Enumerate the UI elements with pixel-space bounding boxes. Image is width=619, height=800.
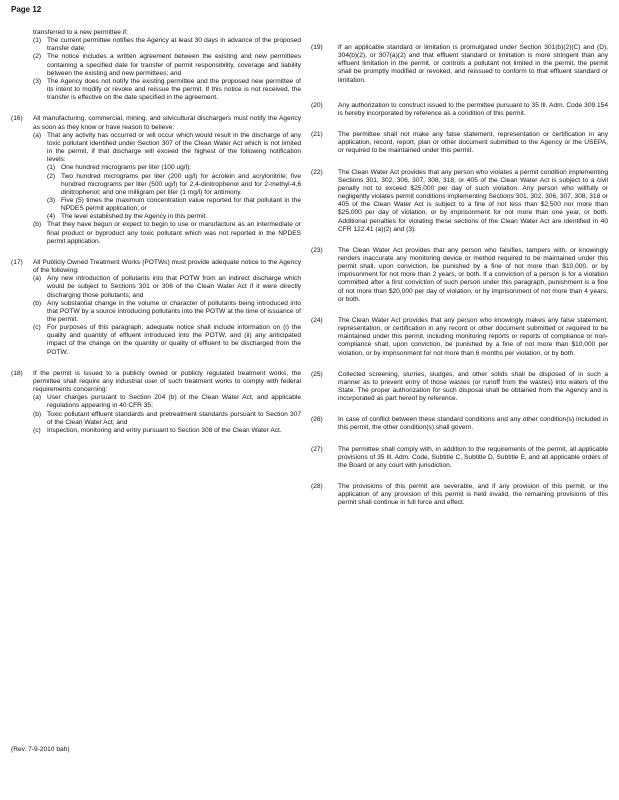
- transfer-item-2: [33, 53, 301, 77]
- list-text: Any new introduction of pollutants into that POTW from an indirect discharge which would be subject to Sections 301 or 306 of the Clean Water Act if it were directly discharging those pollutants; and: [47, 275, 301, 299]
- condition-18-a: [33, 394, 301, 410]
- list-label: (a): [33, 394, 42, 402]
- condition-17-c: [33, 324, 301, 357]
- condition-16-a: [33, 132, 301, 165]
- condition-number: (24): [311, 316, 323, 324]
- list-text: Two hundred micrograms per liter (200 ug/l) for acrolein and acrylonitrile; five hundred micrograms per liter (500 ug/l) for 2,4-dinitrophenol and for 2-methyl-4,6 dinitrophenol; and one milligram per liter (1 mg/l) for antimony.: [61, 172, 301, 196]
- list-text: For purposes of this paragraph, adequate notice shall include information on (i) the quality and quantity of effluent introduced into the POTW, and (ii) any anticipated impact of the change on the quantity or quality of effluent to be discharged from the POTW.: [47, 324, 301, 356]
- list-text: Toxic pollutant effluent standards and pretreatment standards pursuant to Section 307 of the Clean Water Act; and: [47, 410, 301, 426]
- condition-number: (25): [311, 370, 323, 378]
- condition-number: (28): [311, 483, 323, 491]
- condition-number: (20): [311, 101, 323, 109]
- condition-22: [311, 169, 608, 234]
- transfer-intro: [33, 29, 301, 37]
- list-label: (b): [33, 221, 42, 229]
- condition-17: [11, 259, 301, 275]
- condition-16-b: [33, 221, 301, 245]
- condition-number: (19): [311, 44, 323, 51]
- condition-16: [11, 115, 301, 131]
- condition-16-a-2: [47, 173, 301, 197]
- condition-27: [311, 446, 608, 470]
- list-label: (1): [33, 37, 42, 45]
- condition-17-a: [33, 275, 301, 299]
- list-label: (2): [33, 53, 42, 61]
- list-text: That they have begun or expect to begin to use or manufacture as an intermediate or final product or byproduct any toxic pollutant which was not reported in the NPDES permit application.: [47, 221, 301, 245]
- list-text: The Agency does not notify the existing permittee and the proposed new permittee of its intent to modify or revoke and reissue the permit. If this notice is not received, the transfer is effective on the date specified in the agreement.: [47, 77, 301, 102]
- condition-text: In case of conflict between these standard conditions and any other condition(s) included in this permit, the other condition(s) shall govern.: [338, 416, 608, 432]
- condition-number: (27): [311, 445, 323, 453]
- condition-number: (23): [311, 246, 323, 254]
- condition-24: [311, 317, 608, 358]
- condition-number: (26): [311, 416, 323, 424]
- list-text: Inspection, monitoring and entry pursuant to Section 308 of the Clean Water Act.: [47, 426, 282, 434]
- condition-26: [311, 416, 608, 432]
- list-label: (b): [33, 410, 42, 418]
- list-label: (3): [33, 77, 42, 85]
- condition-text: The Clean Water Act provides that any person who falsifies, tampers with, or knowingly renders inaccurate any monitoring device or method required to be maintained under this permit shall, upon conviction, be punished by a fine of not more than $10,000, or by imprisonment for not more than 2 years, or both. If a conviction of a person is for a violation committed after a first conviction of such person under this paragraph, punishment is a fine of not more than $20,000 per day of violation, or by imprisonment of not more than 4 years, or both.: [338, 246, 608, 303]
- condition-16-a-3: [47, 197, 301, 213]
- condition-number: (16): [11, 115, 23, 123]
- revision-note: (Rev. 7-9-2010 bah): [11, 746, 70, 753]
- list-label: (a): [33, 131, 42, 139]
- condition-number: (18): [11, 369, 23, 377]
- condition-text: The provisions of this permit are severable, and if any provision of this permit, or the application of any provision of this permit is held invalid, the remaining provisions of this permit shall continue in full force and effect.: [338, 483, 608, 507]
- condition-number: (21): [311, 131, 323, 139]
- list-text: One hundred micrograms per liter (100 ug/l);: [61, 164, 192, 172]
- list-text: User charges pursuant to Section 204 (b) of the Clean Water Act, and applicable regulations appearing in 40 CFR 35;: [47, 394, 301, 410]
- list-text: The current permittee notifies the Agency at least 30 days in advance of the proposed transfer date;: [47, 37, 301, 53]
- condition-18-b: [33, 411, 301, 427]
- condition-text: The Clean Water Act provides that any person who knowingly makes any false statement, representation, or certification in any record or other document submitted or required to be maintained under this permit, including monitoring reports or reports of compliance or non-compliance shall, upon conviction, be punished by a fine of not more than $10,000 per violation, or by imprisonment for not more than 6 months per violation, or by both.: [338, 316, 608, 357]
- list-label: (1): [47, 164, 56, 172]
- condition-number: (22): [311, 168, 323, 176]
- condition-16-a-4: [47, 213, 301, 221]
- condition-text: Any authorization to construct issued to the permittee pursuant to 35 Ill. Adm. Code 309.154 is hereby incorporated by reference as a condition of this permit.: [338, 101, 608, 117]
- transfer-item-1: [33, 37, 301, 53]
- list-text: The notice includes a written agreement between the existing and new permittees containing a specified date for transfer of permit responsibility, coverage and liability between the existing and new permittees; and: [47, 53, 301, 77]
- list-text: Any substantial change in the volume or character of pollutants being introduced into that POTW by a source introducing pollutants into the POTW at the time of issuance of the permit.: [47, 299, 301, 323]
- list-label: (2): [47, 172, 56, 180]
- condition-text: The Clean Water Act provides that any person who violates a permit condition implementing Sections 301, 302, 306, 307, 308, 318, or 405 of the Clean Water Act is subject to a civil penalty not to exceed $25,000 per day of such violation. Any person who willfully or negligently violates permit conditions implementing Sections 301, 302, 306, 307, 308, 318 or 405 of the Clean Water Act is subject to a fine of not less than $2,500 nor more than $25,000 per day of violation, or by imprisonment for not more than one year, or both. Additional penalties for violating these sections of the Clean Water Act are identified in 40 CFR 122.41 (a)(2) and (3).: [338, 168, 608, 233]
- condition-28: [311, 483, 608, 507]
- list-label: (a): [33, 275, 42, 283]
- list-label: (4): [47, 213, 56, 221]
- list-text: That any activity has occurred or will occur which would result in the discharge of any toxic pollutant identified under Section 307 of the Clean Water Act which is not limited in the permit, if that discharge will exceed the highest of the following notification levels:: [47, 131, 301, 164]
- list-label: (3): [47, 196, 56, 204]
- list-label: (b): [33, 299, 42, 307]
- page-number: Page 12: [11, 5, 42, 14]
- list-label: (c): [33, 426, 41, 434]
- condition-23: [311, 247, 608, 304]
- condition-text: If the permit is issued to a publicly owned or publicly regulated treatment works, the permittee shall require any industrial user of such treatment works to comply with federal requirements concerning:: [33, 369, 301, 394]
- condition-text: Collected screening, slurries, sludges, and other solids shall be disposed of in such a manner as to prevent entry of those wastes (or runoff from the wastes) into waters of the State. The proper authorization for such disposal shall be obtained from the Agency and is incorporated as part hereof by reference.: [338, 370, 608, 403]
- condition-text: All manufacturing, commercial, mining, and silvicultural dischargers must notify the Agency as soon as they know or have reason to believe:: [33, 115, 301, 131]
- list-text: The level established by the Agency in this permit.: [61, 213, 208, 221]
- condition-text: The permittee shall not make any false statement, representation or certification in any application, record, report, plan or other document submitted to the Agency or the USEPA, or required to be maintained under this permit.: [338, 131, 608, 155]
- condition-25: [311, 371, 608, 404]
- list-text: Five (5) times the maximum concentration value reported for that pollutant in the NPDES permit application; or: [61, 196, 301, 213]
- list-label: (c): [33, 324, 41, 332]
- right-column: [311, 29, 608, 508]
- condition-16-a-1: [47, 164, 301, 172]
- left-column: [11, 29, 301, 435]
- condition-text: If an applicable standard or limitation is promulgated under Section 301(b)(2)(C) and (D), 304(b)(2), or 307(a)(2) and that effluent standard or limitation is more stringent than any effluent limitation in the permit, or controls a pollutant not limited in the permit, the permit shall be promptly modified or revoked, and reissued to conform to that effluent standard or limitation.: [338, 44, 608, 84]
- condition-19: [311, 44, 608, 85]
- condition-18: [11, 370, 301, 394]
- transfer-intro-text: transferred to a new permittee if:: [33, 29, 128, 36]
- condition-text: The permittee shall comply with, in addition to the requirements of the permit, all applicable provisions of 35 Ill. Adm. Code, Subtitle C, Subtitle D, Subtitle E, and all applicable orders of the Board or any court with jurisdiction.: [338, 445, 608, 469]
- condition-20: [311, 102, 608, 118]
- condition-21: [311, 131, 608, 155]
- condition-18-c: [33, 427, 301, 435]
- condition-17-b: [33, 300, 301, 324]
- condition-text: All Publicly Owned Treatment Works (POTWs) must provide adequate notice to the Agency of the following:: [33, 258, 301, 275]
- transfer-item-3: [33, 78, 301, 102]
- condition-number: (17): [11, 258, 23, 266]
